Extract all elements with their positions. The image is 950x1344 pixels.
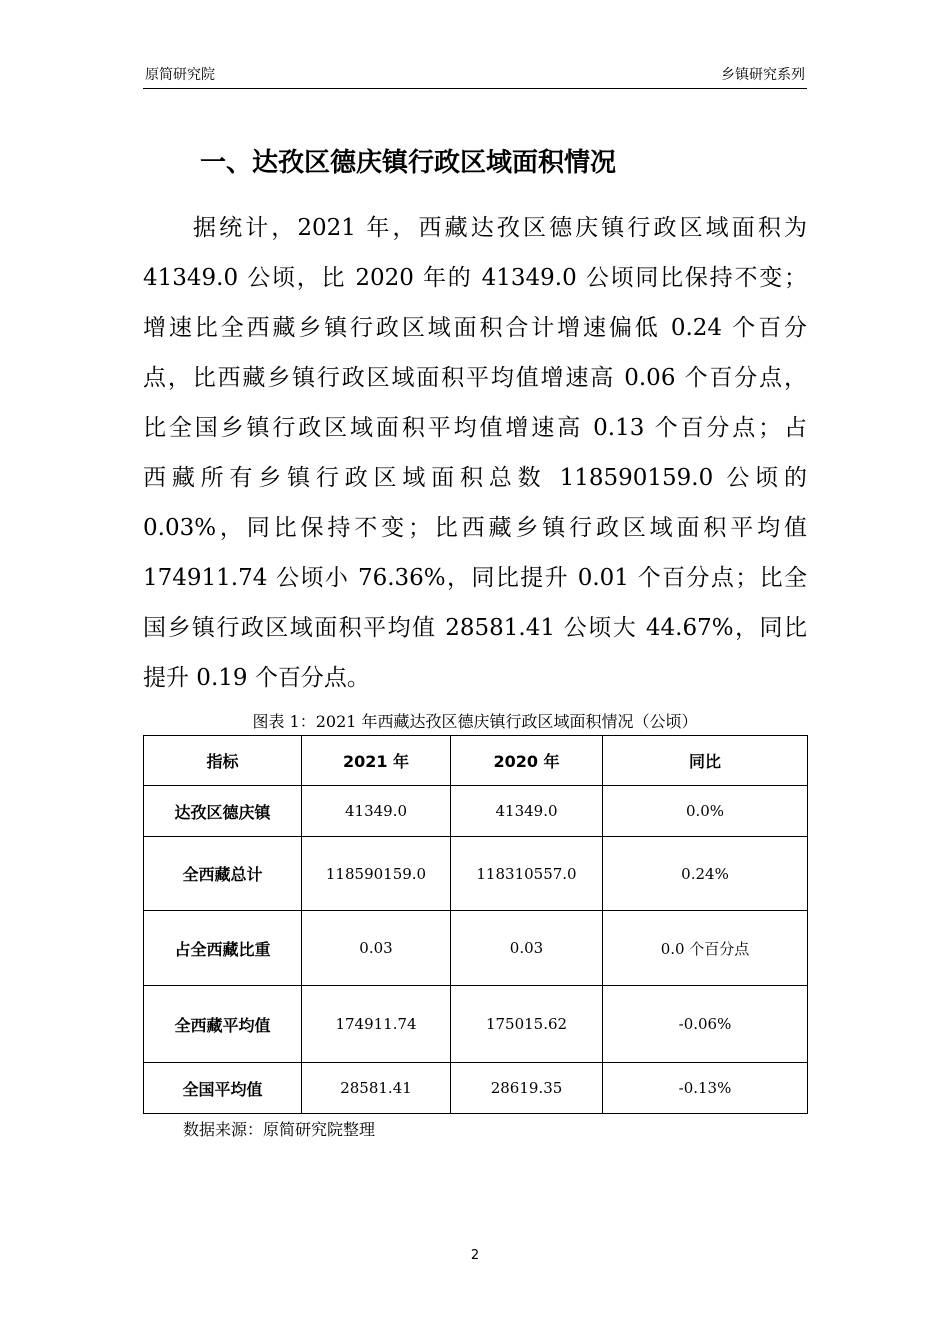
header-cell-indicator: 指标 xyxy=(144,736,302,786)
row-label-cell: 达孜区德庆镇 xyxy=(144,786,302,837)
paragraph-line: 提升 0.19 个百分点。 xyxy=(143,665,370,691)
area-data-table xyxy=(143,735,808,1114)
value-cell-yoy: -0.13% xyxy=(603,1063,808,1114)
data-source-note: 数据来源：原简研究院整理 xyxy=(183,1120,376,1139)
value-cell-yoy: -0.06% xyxy=(603,986,808,1063)
section-title: 一、达孜区德庆镇行政区域面积情况 xyxy=(200,148,617,178)
header-left-text: 原简研究院 xyxy=(145,67,215,83)
table-row xyxy=(144,837,808,911)
value-cell-2020: 28619.35 xyxy=(451,1063,603,1114)
value-cell-2021: 41349.0 xyxy=(302,786,451,837)
value-cell-2021: 118590159.0 xyxy=(302,837,451,911)
table-row xyxy=(144,986,808,1063)
paragraph-line: 据统计，2021 年，西藏达孜区德庆镇行政区域面积为 xyxy=(193,215,807,241)
header-cell-2020: 2020 年 xyxy=(451,736,603,786)
header-cell-yoy: 同比 xyxy=(603,736,808,786)
value-cell-2020: 118310557.0 xyxy=(451,837,603,911)
value-cell-yoy: 0.0 个百分点 xyxy=(603,911,808,986)
table-row xyxy=(144,1063,808,1114)
table-row xyxy=(144,911,808,986)
header-cell-2021: 2021 年 xyxy=(302,736,451,786)
paragraph-line: 点，比西藏乡镇行政区域面积平均值增速高 0.06 个百分点， xyxy=(143,365,807,391)
value-cell-2020: 175015.62 xyxy=(451,986,603,1063)
table-row xyxy=(144,786,808,837)
header-divider xyxy=(143,88,807,89)
row-label-cell: 全国平均值 xyxy=(144,1063,302,1114)
table-caption: 图表 1：2021 年西藏达孜区德庆镇行政区域面积情况（公顷） xyxy=(252,712,698,731)
value-cell-2021: 28581.41 xyxy=(302,1063,451,1114)
value-cell-2020: 41349.0 xyxy=(451,786,603,837)
value-cell-yoy: 0.24% xyxy=(603,837,808,911)
row-label-cell: 占全西藏比重 xyxy=(144,911,302,986)
value-cell-yoy: 0.0% xyxy=(603,786,808,837)
row-label-cell: 全西藏平均值 xyxy=(144,986,302,1063)
table-header-row xyxy=(144,736,808,786)
header-right-text: 乡镇研究系列 xyxy=(721,67,805,83)
paragraph-line: 国乡镇行政区域面积平均值 28581.41 公顷大 44.67%，同比 xyxy=(143,615,807,641)
paragraph-line: 增速比全西藏乡镇行政区域面积合计增速偏低 0.24 个百分 xyxy=(143,315,807,341)
paragraph-line: 174911.74 公顷小 76.36%，同比提升 0.01 个百分点；比全 xyxy=(143,565,807,591)
paragraph-line: 41349.0 公顷，比 2020 年的 41349.0 公顷同比保持不变； xyxy=(143,265,807,291)
paragraph-line: 西藏所有乡镇行政区域面积总数 118590159.0 公顷的 xyxy=(143,465,807,491)
value-cell-2021: 0.03 xyxy=(302,911,451,986)
page-number: 2 xyxy=(470,1248,480,1263)
paragraph-line: 0.03%，同比保持不变；比西藏乡镇行政区域面积平均值 xyxy=(143,515,807,541)
value-cell-2020: 0.03 xyxy=(451,911,603,986)
value-cell-2021: 174911.74 xyxy=(302,986,451,1063)
paragraph-line: 比全国乡镇行政区域面积平均值增速高 0.13 个百分点；占 xyxy=(143,415,807,441)
body-paragraph xyxy=(143,203,807,703)
row-label-cell: 全西藏总计 xyxy=(144,837,302,911)
